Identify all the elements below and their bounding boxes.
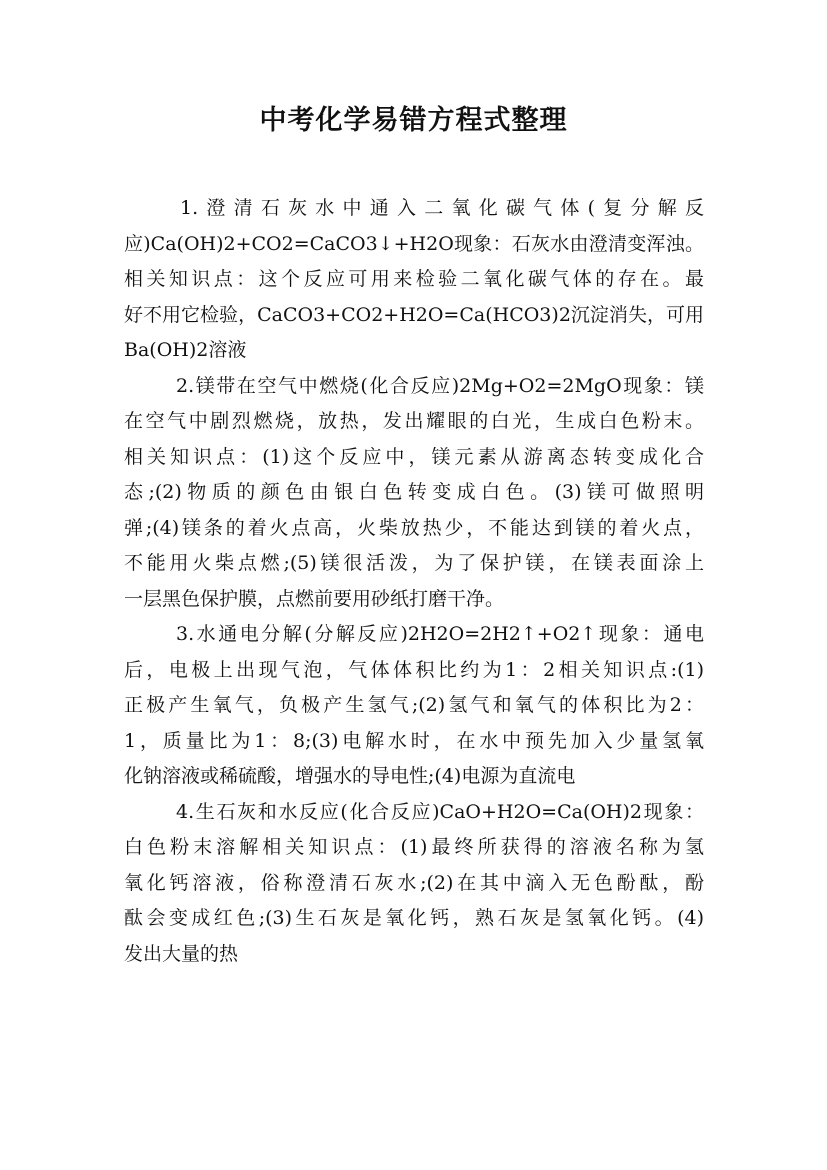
paragraph-line: Ba(OH)2溶液 — [124, 339, 247, 361]
paragraph-line: 一层黑色保护膜，点燃前要用砂纸打磨干净。 — [124, 587, 505, 610]
paragraph-line: 在空气中剧烈燃烧，放热，发出耀眼的白光，生成白色粉末。 — [124, 410, 704, 432]
paragraph-line: 氧化钙溶液，俗称澄清石灰水;(2)在其中滴入无色酚酞，酚 — [124, 871, 704, 894]
paragraph-line: 相关知识点：(1)这个反应中，镁元素从游离态转变成化合 — [124, 445, 704, 468]
paragraph-line: 态;(2)物质的颜色由银白色转变成白色。(3)镁可做照明 — [124, 481, 704, 503]
paragraph-line: 白色粉末溶解相关知识点：(1)最终所获得的溶液名称为氢 — [124, 836, 704, 858]
paragraph-2 — [124, 369, 704, 618]
paragraph-line: 应)Ca(OH)2+CO2=CaCO3↓+H2O现象：石灰水由澄清变浑浊。 — [124, 232, 704, 255]
paragraph-line: 后，电极上出现气泡，气体体积比约为1：2相关知识点:(1) — [124, 658, 704, 681]
paragraph-line: 弹;(4)镁条的着火点高，火柴放热少，不能达到镁的着火点， — [124, 516, 704, 539]
paragraph-line: 化钠溶液或稀硫酸，增强水的导电性;(4)电源为直流电 — [124, 765, 576, 787]
paragraph-1 — [124, 191, 704, 369]
paragraph-line: 酞会变成红色;(3)生石灰是氧化钙，熟石灰是氢氧化钙。(4) — [124, 907, 704, 929]
paragraph-line: 3.水通电分解(分解反应)2H2O=2H2↑+O2↑现象：通电 — [176, 623, 704, 645]
document-title: 中考化学易错方程式整理 — [259, 105, 568, 136]
paragraph-line: 不能用火柴点燃;(5)镁很活泼，为了保护镁，在镁表面涂上 — [124, 552, 704, 574]
paragraph-4 — [124, 795, 704, 973]
paragraph-line: 2.镁带在空气中燃烧(化合反应)2Mg+O2=2MgO现象：镁 — [176, 374, 704, 397]
paragraph-line: 4.生石灰和水反应(化合反应)CaO+H2O=Ca(OH)2现象： — [176, 800, 704, 823]
paragraph-line: 相关知识点：这个反应可用来检验二氧化碳气体的存在。最 — [124, 268, 704, 290]
paragraph-line: 正极产生氧气，负极产生氢气;(2)氢气和氧气的体积比为2： — [124, 694, 704, 716]
paragraph-3 — [124, 617, 704, 795]
document-body — [124, 191, 704, 972]
paragraph-line: 1，质量比为1：8;(3)电解水时，在水中预先加入少量氢氧 — [124, 729, 704, 752]
paragraph-line: 发出大量的热 — [124, 942, 239, 965]
paragraph-line: 好不用它检验，CaCO3+CO2+H2O=Ca(HCO3)2沉淀消失，可用 — [124, 303, 704, 326]
paragraph-line: 1.澄清石灰水中通入二氧化碳气体(复分解反 — [180, 197, 704, 219]
